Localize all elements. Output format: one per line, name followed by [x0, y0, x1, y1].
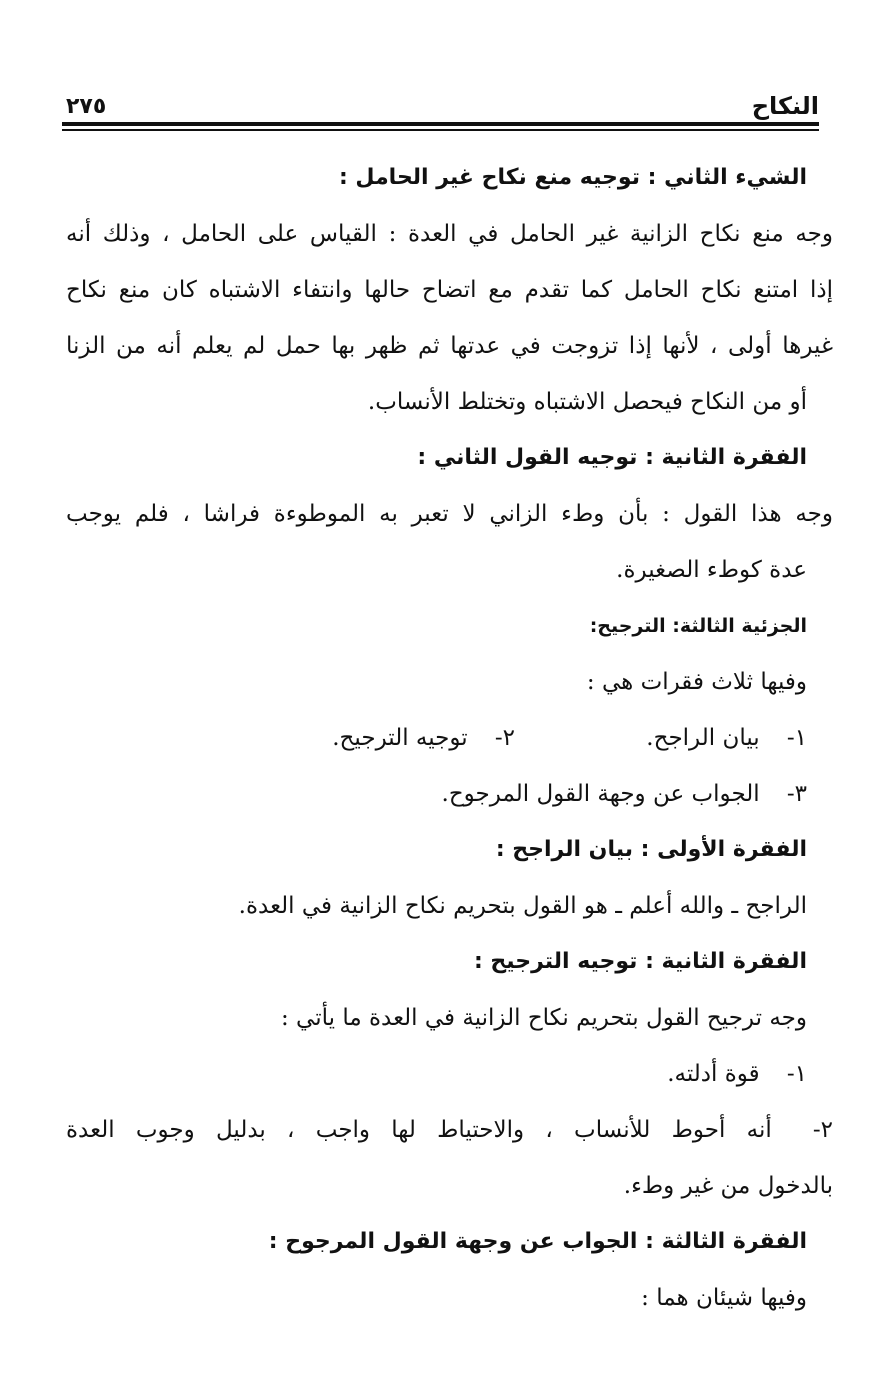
list-text: بيان الراجح. [646, 725, 760, 751]
section-heading: الفقرة الثالثة : الجواب عن وجهة القول المرجوح : [268, 1229, 807, 1254]
list-item [332, 710, 515, 766]
list-continuation: بالدخول من غير وطء. [623, 1173, 833, 1199]
paragraph-line: وفيها ثلاث فقرات هي : [586, 669, 807, 695]
page-body [66, 150, 833, 1326]
list-row [66, 1046, 807, 1102]
paragraph-line: إذا امتنع نكاح الحامل كما تقدم مع اتضاح حالها وانتفاء الاشتباه كان منع نكاح [66, 277, 833, 303]
running-title: النكاح [751, 92, 819, 120]
paragraph-line: غيرها أولى ، لأنها إذا تزوجت في عدتها ثم ظهر بها حمل لم يعلم أنه من الزنا [66, 333, 833, 359]
page-number: ٢٧٥ [66, 94, 107, 119]
list-number: ١- [786, 1061, 807, 1087]
list-row [66, 710, 807, 766]
list-text: الجواب عن وجهة القول المرجوح. [441, 781, 760, 807]
page-header [66, 82, 819, 118]
list-number: ٣- [786, 781, 807, 807]
paragraph-line: وفيها شيئان هما : [641, 1285, 807, 1311]
section-heading: الفقرة الأولى : بيان الراجح : [495, 837, 807, 862]
paragraph-line: الراجح ـ والله أعلم ـ هو القول بتحريم نكاح الزانية في العدة. [238, 893, 807, 919]
list-row [66, 1102, 833, 1158]
list-number: ٢- [494, 725, 515, 751]
paragraph-line: وجه ترجيح القول بتحريم نكاح الزانية في العدة ما يأتي : [280, 1005, 807, 1031]
section-heading: الفقرة الثانية : توجيه القول الثاني : [417, 445, 807, 470]
list-text: أنه أحوط للأنساب ، والاحتياط لها واجب ، بدليل وجوب العدة [66, 1117, 772, 1143]
header-rule [62, 122, 819, 131]
paragraph-line: أو من النكاح فيحصل الاشتباه وتختلط الأنساب. [367, 389, 807, 415]
list-text: قوة أدلته. [667, 1061, 760, 1087]
subsection-heading: الجزئية الثالثة: الترجيح: [589, 615, 807, 637]
paragraph-line: عدة كوطء الصغيرة. [616, 557, 807, 583]
list-row [66, 766, 807, 822]
list-text: توجيه الترجيح. [332, 725, 468, 751]
list-number: ١- [786, 725, 807, 751]
section-heading: الشيء الثاني : توجيه منع نكاح غير الحامل : [338, 165, 807, 190]
paragraph-line: وجه هذا القول : بأن وطء الزاني لا تعبر به الموطوءة فراشا ، فلم يوجب [66, 501, 833, 527]
list-item [515, 710, 807, 766]
paragraph-line: وجه منع نكاح الزانية غير الحامل في العدة : القياس على الحامل ، وذلك أنه [66, 221, 833, 247]
section-heading: الفقرة الثانية : توجيه الترجيح : [473, 949, 807, 974]
list-number: ٢- [812, 1117, 833, 1143]
